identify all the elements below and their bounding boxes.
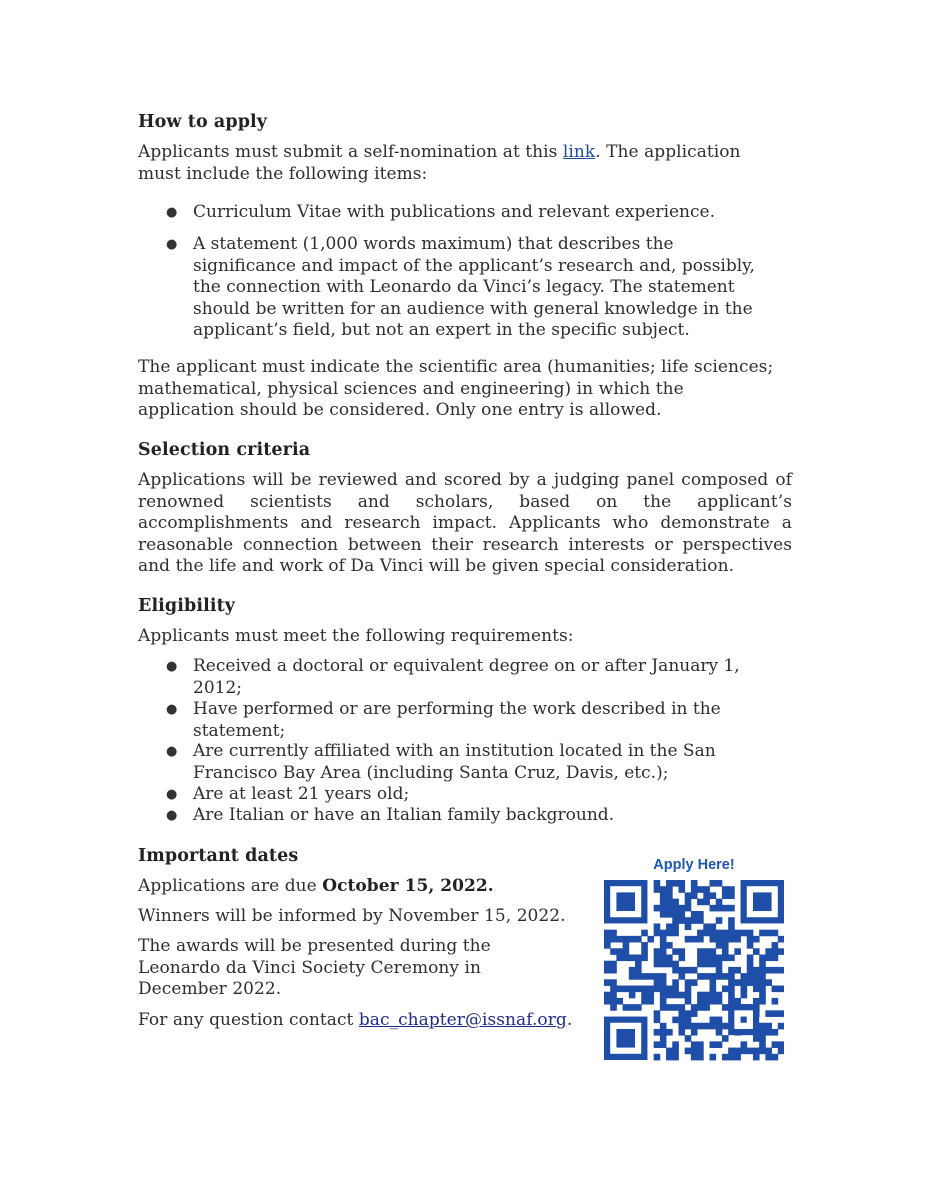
list-item: Are at least 21 years old; xyxy=(193,784,410,804)
how-to-apply-intro: Applicants must submit a self-nomination at this link. The application must include the following items: xyxy=(138,142,741,184)
contact-email-link[interactable]: bac_chapter@issnaf.org xyxy=(358,1010,567,1030)
selection-criteria-paragraph: Applications will be reviewed and scored by a judging panel composed of renowned scientists and scholars, based on the applicant’s accomplishments and research impact. Applicants who demonstrate a reasonable connection between their research interests or perspectives and the life and work of Da Vinci will be given special consideration. xyxy=(138,470,792,577)
how-to-apply-heading: How to apply xyxy=(138,112,268,132)
awards-paragraph: The awards will be presented during the Leonardo da Vinci Society Ceremony in December 2022. xyxy=(138,936,491,1000)
list-item: Are Italian or have an Italian family background. xyxy=(193,805,615,825)
selection-criteria-heading: Selection criteria xyxy=(138,440,311,460)
important-dates-heading: Important dates xyxy=(138,846,299,866)
list-item: Received a doctoral or equivalent degree on or after January 1, 2012; xyxy=(193,656,740,698)
self-nomination-link[interactable]: link xyxy=(562,142,596,162)
list-item: Curriculum Vitae with publications and relevant experience. xyxy=(193,202,715,222)
bullet-icon: ● xyxy=(166,237,178,252)
list-item: A statement (1,000 words maximum) that describes the significance and impact of the applicant’s research and, possibly, the connection with Leonardo da Vinci’s legacy. The statement should be written for an audience with general knowledge in the applicant’s field, but not an expert in the specific subject. xyxy=(193,234,755,341)
eligibility-heading: Eligibility xyxy=(138,596,236,616)
contact-line: For any question contact bac_chapter@issnaf.org. xyxy=(138,1010,573,1030)
winners-line: Winners will be informed by November 15, 2022. xyxy=(138,906,566,926)
bullet-icon: ● xyxy=(166,702,178,717)
applications-due-line: Applications are due October 15, 2022. xyxy=(138,876,494,896)
list-item: Are currently affiliated with an institution located in the San Francisco Bay Area (including Santa Cruz, Davis, etc.); xyxy=(193,741,716,783)
bullet-icon: ● xyxy=(166,787,178,802)
eligibility-intro: Applicants must meet the following requirements: xyxy=(138,626,574,646)
scientific-area-paragraph: The applicant must indicate the scientific area (humanities; life sciences; mathematical, physical sciences and engineering) in which the application should be considered. Only one entry is allowed. xyxy=(138,357,774,421)
list-item: Have performed or are performing the work described in the statement; xyxy=(193,699,721,741)
qr-code-icon[interactable] xyxy=(604,880,784,1062)
bullet-icon: ● xyxy=(166,744,178,759)
bullet-icon: ● xyxy=(166,659,178,674)
bullet-icon: ● xyxy=(166,205,178,220)
bullet-icon: ● xyxy=(166,808,178,823)
apply-here-caption: Apply Here! xyxy=(653,857,735,873)
due-date: October 15, 2022. xyxy=(322,876,494,896)
